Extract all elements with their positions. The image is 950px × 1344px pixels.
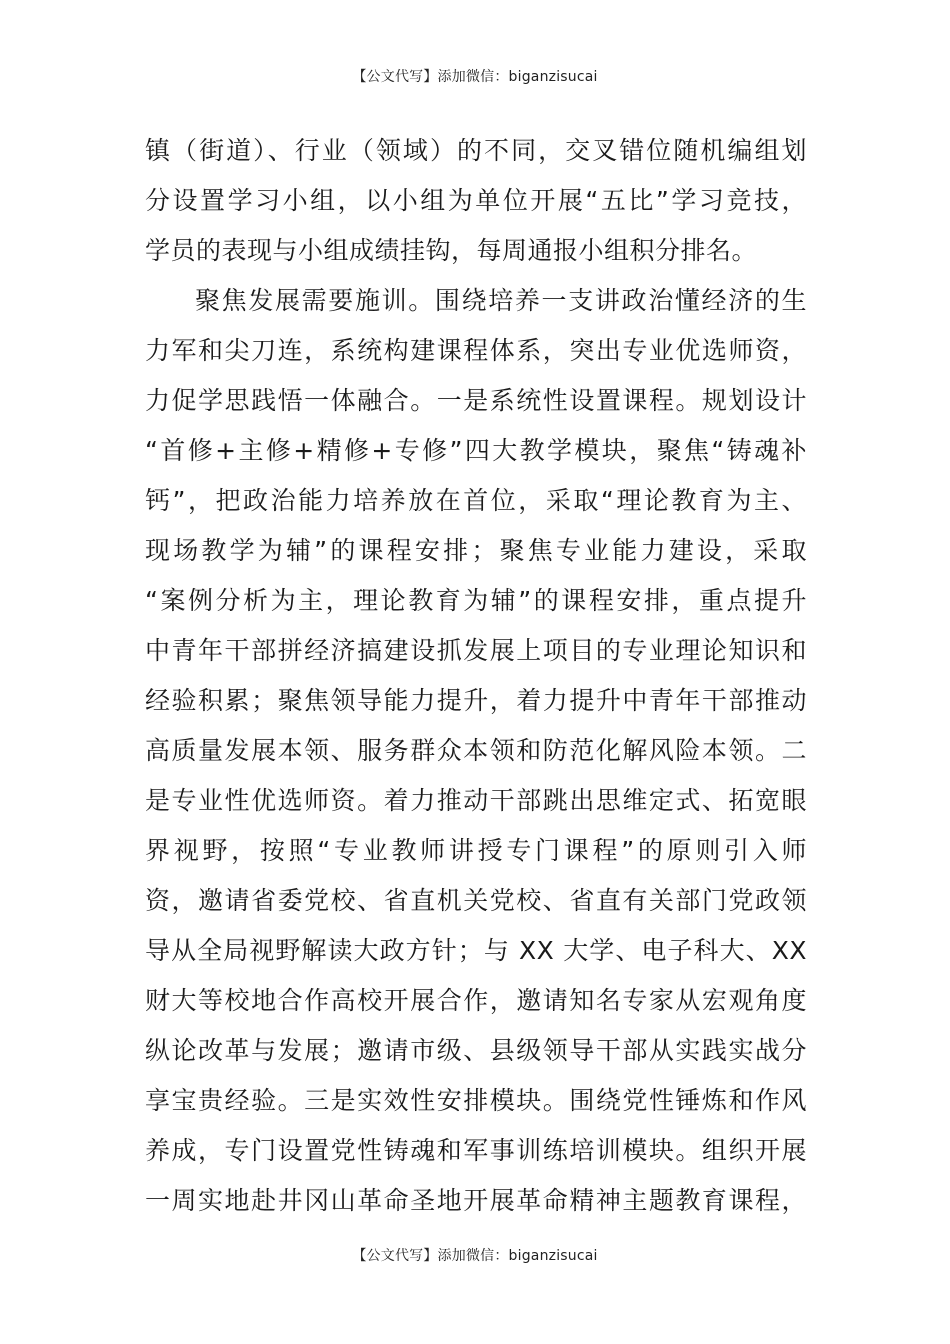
body-line-8: 钙”，把政治能力培养放在首位，采取“理论教育为主、 (145, 486, 807, 515)
body-line-22: 一周实地赴井冈山革命圣地开展革命精神主题教育课程， (145, 1186, 807, 1215)
body-line-7: “首修+主修+精修+专修”四大教学模块，聚焦“铸魂补 (145, 436, 807, 465)
body-line-11: 中青年干部拼经济搞建设抓发展上项目的专业理论知识和 (145, 636, 807, 665)
body-line-4: 聚焦发展需要施训。围绕培养一支讲政治懂经济的生 (195, 286, 807, 315)
body-line-17: 导从全局视野解读大政方针；与 XX 大学、电子科大、XX (145, 936, 807, 965)
body-line-19: 纵论改革与发展；邀请市级、县级领导干部从实践实战分 (145, 1036, 807, 1065)
body-line-2: 分设置学习小组，以小组为单位开展“五比”学习竞技， (145, 186, 807, 215)
body-line-6: 力促学思践悟一体融合。一是系统性设置课程。规划设计 (145, 386, 807, 415)
body-line-20: 享宝贵经验。三是实效性安排模块。围绕党性锤炼和作风 (145, 1086, 807, 1115)
body-line-16: 资，邀请省委党校、省直机关党校、省直有关部门党政领 (145, 886, 807, 915)
body-line-14: 是专业性优选师资。着力推动干部跳出思维定式、拓宽眼 (145, 786, 807, 815)
page-footer: 【公文代写】添加微信：biganzisucai (352, 1248, 598, 1264)
body-line-12: 经验积累；聚焦领导能力提升，着力提升中青年干部推动 (145, 686, 807, 715)
body-line-9: 现场教学为辅”的课程安排；聚焦专业能力建设，采取 (145, 536, 807, 565)
body-line-10: “案例分析为主，理论教育为辅”的课程安排，重点提升 (145, 586, 807, 615)
body-line-1: 镇（街道）、行业（领域）的不同，交叉错位随机编组划 (145, 136, 807, 165)
body-line-5: 力军和尖刀连，系统构建课程体系，突出专业优选师资， (145, 336, 807, 365)
page-header: 【公文代写】添加微信：biganzisucai (352, 69, 598, 85)
body-line-15: 界视野，按照“专业教师讲授专门课程”的原则引入师 (145, 836, 807, 865)
body-line-18: 财大等校地合作高校开展合作，邀请知名专家从宏观角度 (145, 986, 807, 1015)
body-line-3: 学员的表现与小组成绩挂钩，每周通报小组积分排名。 (145, 236, 758, 265)
body-line-13: 高质量发展本领、服务群众本领和防范化解风险本领。二 (145, 736, 807, 765)
document-body (145, 126, 807, 1226)
body-line-21: 养成，专门设置党性铸魂和军事训练培训模块。组织开展 (145, 1136, 807, 1165)
